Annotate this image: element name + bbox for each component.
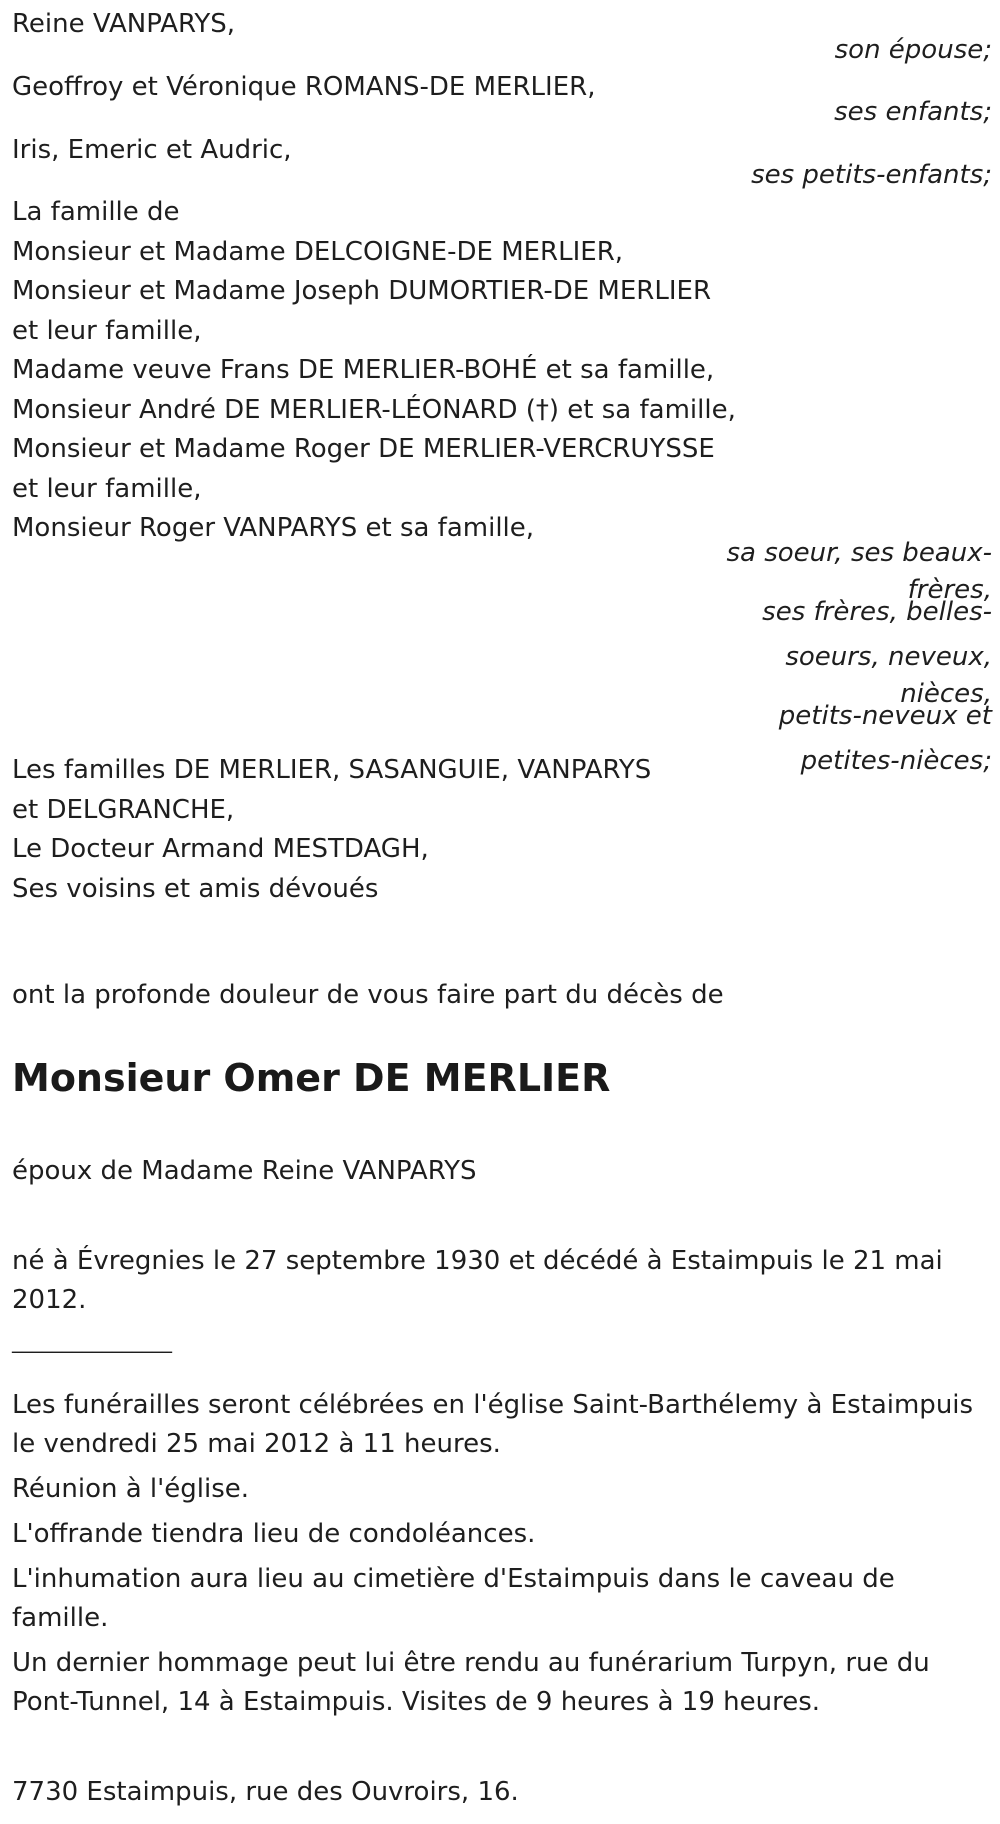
relative-line: Monsieur et Madame Roger DE MERLIER-VERCRUYSSE [12, 434, 715, 464]
relative-line: et leur famille, [12, 473, 202, 504]
role-line: soeurs, neveux, [785, 642, 992, 672]
deceased-name: Monsieur Omer DE MERLIER [12, 1056, 611, 1100]
relative-line: Monsieur Roger VANPARYS et sa famille, [12, 513, 535, 543]
relative-line: La famille de [12, 197, 180, 227]
other-line: Les familles DE MERLIER, SASANGUIE, VANPARYS [12, 755, 652, 785]
relative-line: et leur famille, [12, 315, 202, 346]
funeral-line: Réunion à l'église. [12, 1474, 250, 1504]
funeral-line: Un dernier hommage peut lui être rendu au funérarium Turpyn, rue du Pont-Tunnel, 14 à Estaimpuis. Visites de 9 heures à 19 heures. [12, 1648, 930, 1717]
role-line: frères, [907, 575, 992, 605]
other-line: et DELGRANCHE, [12, 794, 235, 825]
children-role: ses enfants; [834, 97, 992, 127]
other-line: Ses voisins et amis dévoués [12, 873, 379, 904]
funeral-line: L'inhumation aura lieu au cimetière d'Estaimpuis dans le caveau de famille. [12, 1564, 895, 1633]
address-line: 7730 Estaimpuis, rue des Ouvroirs, 16. [12, 1777, 519, 1807]
deceased-spouse-line: époux de Madame Reine VANPARYS [12, 1156, 477, 1186]
relatives-roles [726, 533, 992, 781]
role-line: petites-nièces; [800, 746, 992, 776]
relative-line: Monsieur André DE MERLIER-LÉONARD (†) et sa famille, [12, 394, 736, 425]
role-line: nièces, [900, 679, 992, 709]
funeral-info [12, 1386, 997, 1722]
funeral-line: L'offrande tiendra lieu de condoléances. [12, 1519, 536, 1549]
announcement-text: ont la profonde douleur de vous faire part du décès de [12, 980, 724, 1010]
role-line: sa soeur, ses beaux- [726, 538, 992, 568]
deceased-dates: né à Évregnies le 27 septembre 1930 et décédé à Estaimpuis le 21 mai 2012. [12, 1246, 943, 1315]
funeral-line: Les funérailles seront célébrées en l'église Saint-Barthélemy à Estaimpuis le vendredi 25 mai 2012 à 11 heures. [12, 1390, 974, 1459]
relatives-list [12, 193, 736, 549]
role-line: petits-neveux et [778, 701, 992, 731]
other-line: Le Docteur Armand MESTDAGH, [12, 834, 429, 864]
spouse-role: son épouse; [834, 35, 992, 65]
role-line: ses frères, belles- [762, 597, 992, 627]
others-list [12, 751, 651, 909]
relative-line: Monsieur et Madame Joseph DUMORTIER-DE MERLIER [12, 276, 712, 306]
grandchildren-names: Iris, Emeric et Audric, [12, 135, 292, 165]
separator-line: ________________ [12, 1329, 172, 1353]
relative-line: Monsieur et Madame DELCOIGNE-DE MERLIER, [12, 236, 624, 267]
spouse-name: Reine VANPARYS, [12, 9, 236, 39]
grandchildren-role: ses petits-enfants; [751, 160, 992, 190]
children-names: Geoffroy et Véronique ROMANS-DE MERLIER, [12, 72, 596, 102]
relative-line: Madame veuve Frans DE MERLIER-BOHÉ et sa famille, [12, 355, 715, 385]
